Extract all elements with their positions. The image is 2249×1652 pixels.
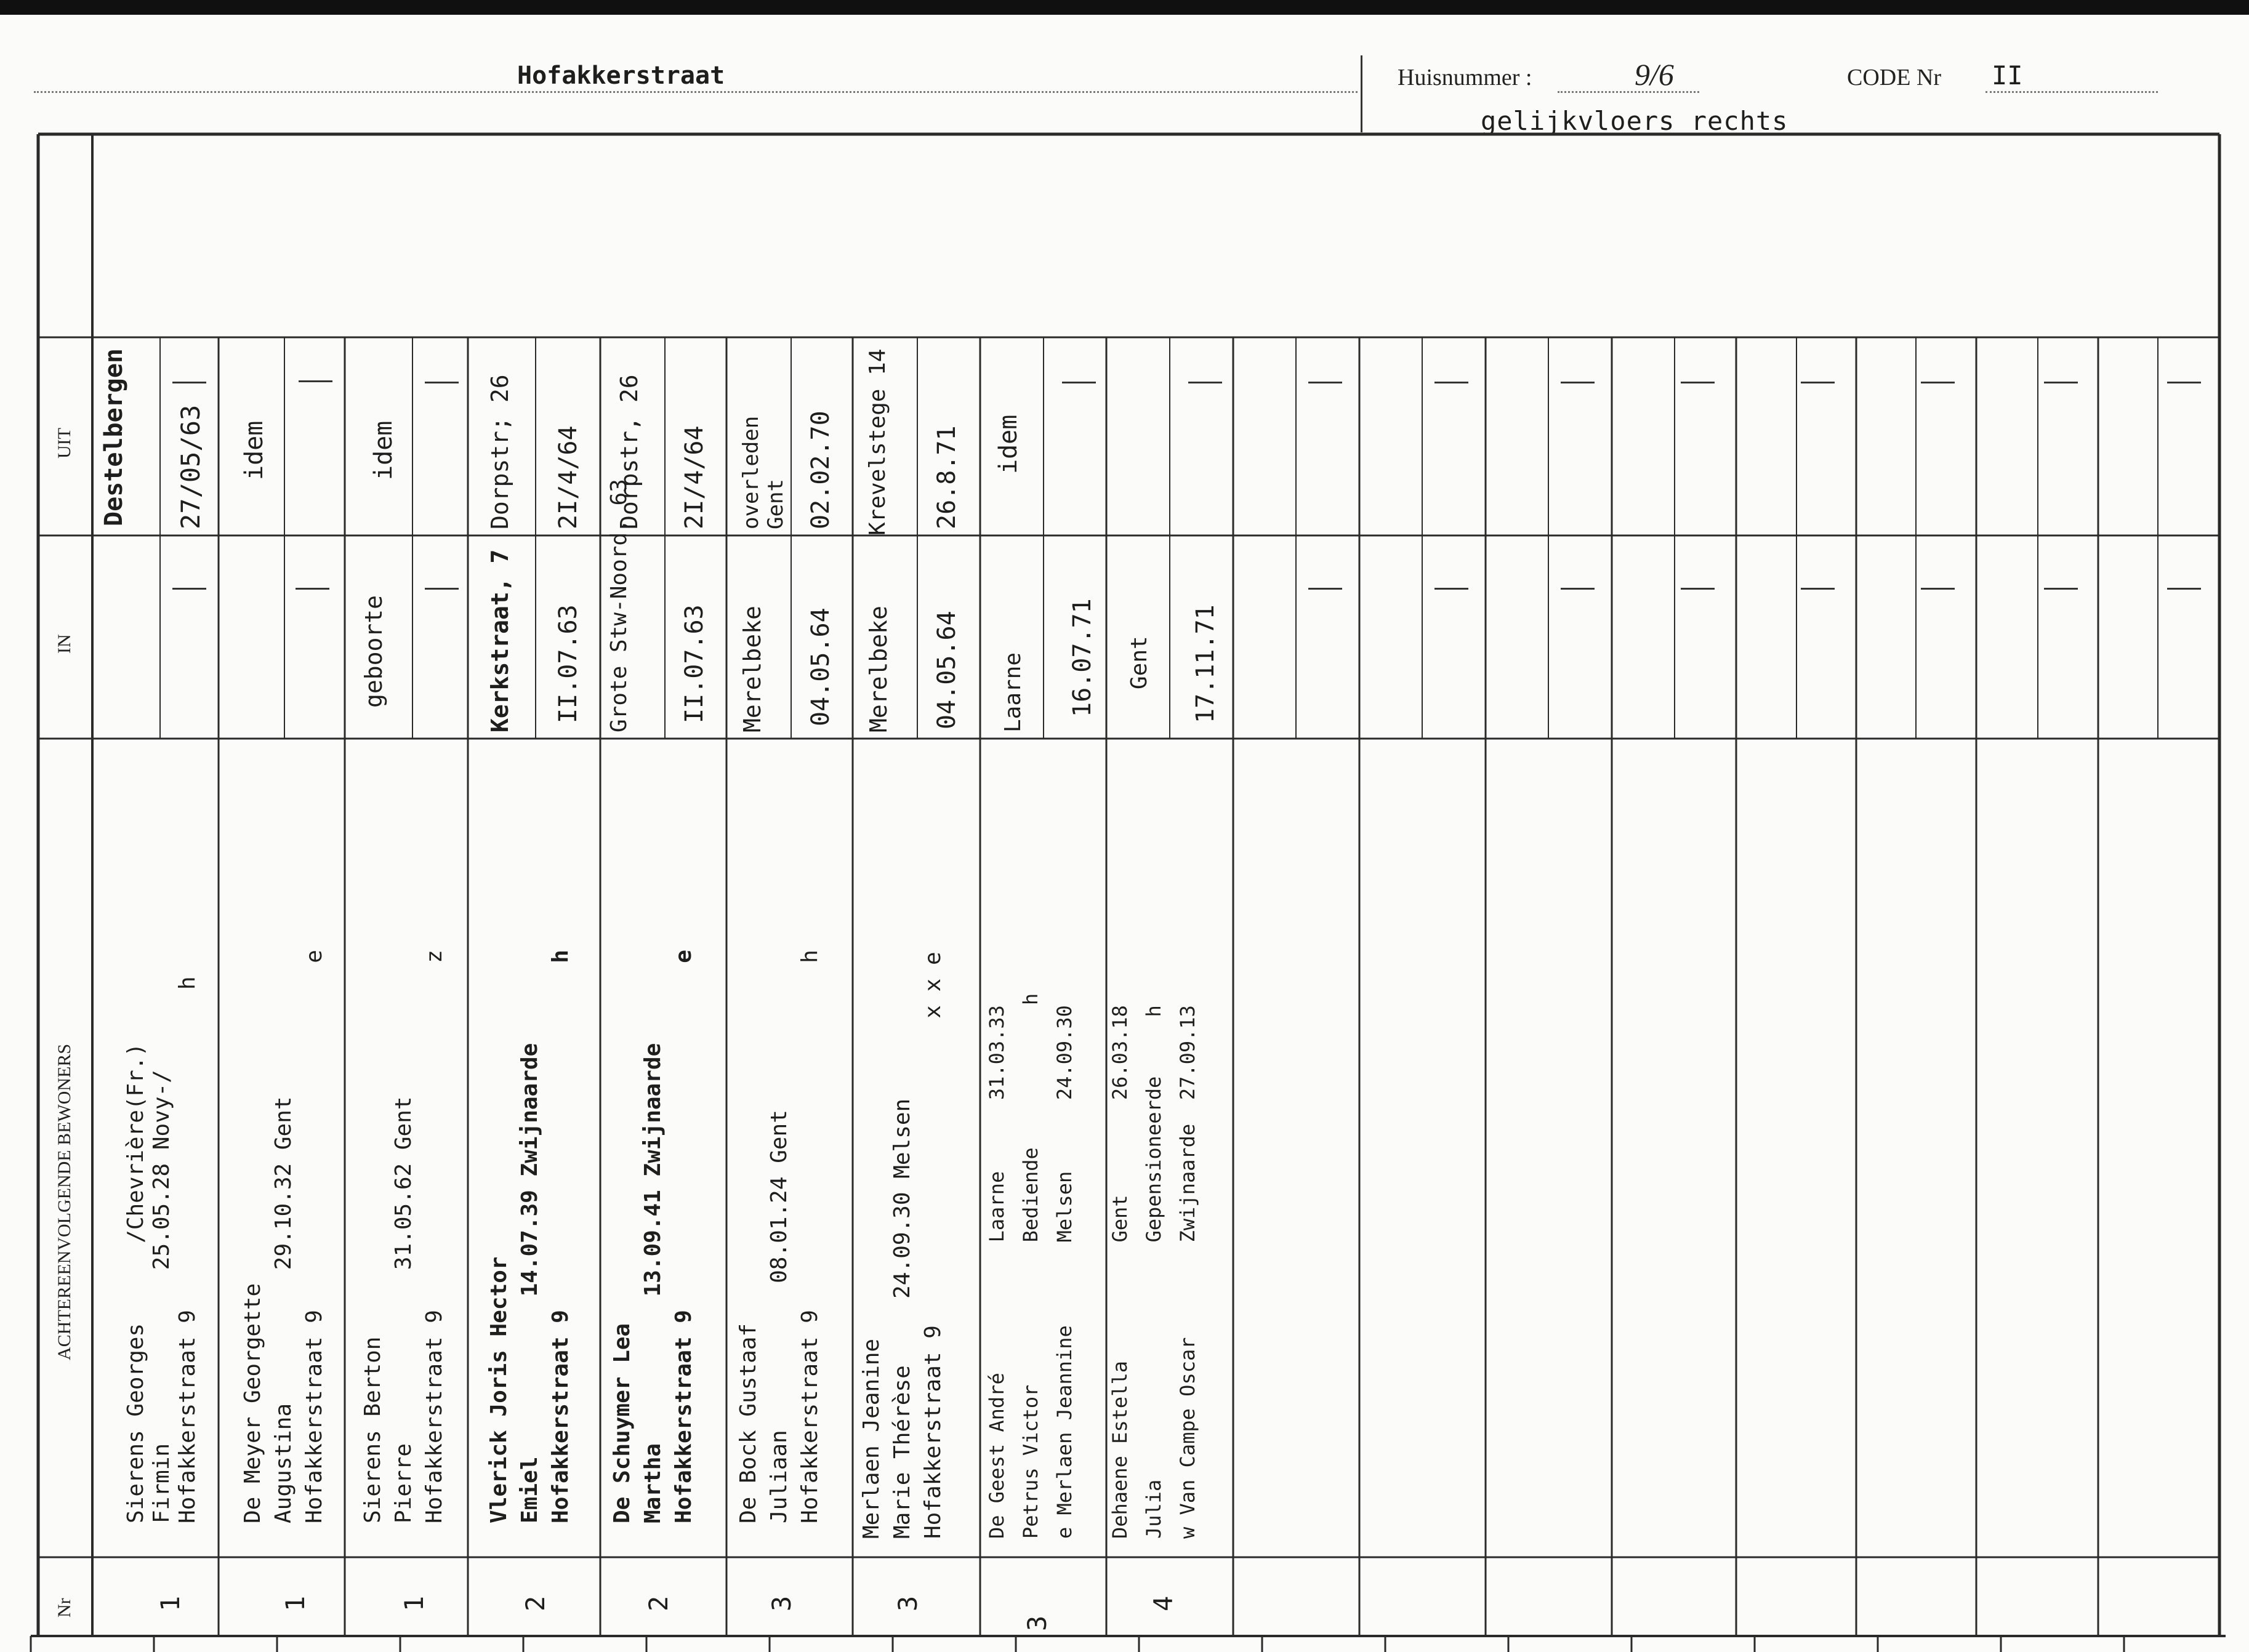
entry-9-in-date: 17.11.71 [1191, 604, 1220, 723]
entry-3-resident-line-1: Sierens Berton [360, 1336, 385, 1523]
house-number-value: 9/6 [1635, 57, 1674, 92]
entry-7-in-date: 04.05.64 [933, 611, 961, 729]
entry-4-resident-line-1: Vlerick Joris Hector [486, 1256, 512, 1523]
entry-8-resident-line-2: Petrus Victor Bediende h [1019, 993, 1042, 1539]
entry-8-in-date: 16.07.71 [1068, 598, 1096, 717]
entry-9-in-place: Gent [1127, 636, 1152, 689]
entry-2-resident-line-2: Augustina 29.10.32 Gent [271, 1096, 296, 1523]
entry-5-resident-line-3: Hofakkerstraat 9 e [671, 950, 696, 1523]
entry-9-resident-line-2: Julia Gepensioneerde h [1142, 1005, 1165, 1539]
column-label-nr: Nr [54, 1598, 74, 1618]
entry-1-resident-line-2: Firmin 25.05.28 Novy-/ [149, 1070, 174, 1523]
empty-dash [1921, 588, 1955, 590]
entry-4-resident-line-2: Emiel 14.07.39 Zwijnaarde [517, 1043, 542, 1523]
code-label: CODE Nr [1847, 65, 1942, 90]
entry-3-resident-line-2: Pierre 31.05.62 Gent [391, 1096, 416, 1523]
entry-8-resident-line-3: e Merlaen Jeannine Melsen 24.09.30 [1053, 1005, 1076, 1539]
entry-3-uit-dash [425, 382, 459, 383]
entry-5-in-date: II.07.63 [680, 604, 709, 723]
column-label-in: IN [54, 634, 74, 654]
entry-2-in-dash-a [296, 588, 329, 590]
entry-4-uit-place: Dorpstr; 26 [486, 374, 513, 529]
entry-7-in-place: Merelbeke [865, 606, 892, 732]
entry-9-resident-line-1: Dehaene Estella Gent 26.03.18 [1108, 1005, 1132, 1539]
empty-dash [1062, 382, 1096, 383]
empty-dash [1681, 382, 1715, 383]
entry-3-uit-place: idem [369, 420, 398, 480]
entry-4-resident-line-3: Hofakkerstraat 9 h [548, 950, 573, 1523]
empty-dash [1188, 382, 1222, 383]
floor-designation: gelijkvloers rechts [1481, 106, 1788, 136]
entry-5-uit-place: Dorpstr, 26 [616, 374, 643, 529]
entry-9-resident-line-3: w Van Campe Oscar Zwijnaarde 27.09.13 [1176, 1005, 1199, 1539]
entry-7-nr: 3 [893, 1595, 923, 1611]
empty-dash [1308, 588, 1342, 590]
entry-3-nr: 1 [399, 1595, 429, 1611]
entry-6-in-date: 04.05.64 [807, 607, 835, 726]
entry-5-in-place: Grote Stw-Noord, 63 [606, 479, 632, 732]
empty-dash [2167, 588, 2201, 590]
empty-dash [1801, 382, 1835, 383]
entry-3-resident-line-3: Hofakkerstraat 9 z [422, 950, 447, 1523]
street-name: Hofakkerstraat [517, 62, 725, 90]
entry-7-resident-line-3: Hofakkerstraat 9 x x e [920, 952, 946, 1539]
entry-2-uit-place: idem [240, 420, 268, 480]
empty-dash [1681, 588, 1715, 590]
entry-9-nr: 4 [1148, 1595, 1178, 1611]
entry-6-nr: 3 [766, 1595, 797, 1611]
entry-4-uit-date: 2I/4/64 [554, 425, 582, 529]
entry-1-nr: 1 [155, 1595, 185, 1611]
entry-8-nr: 3 [1022, 1615, 1052, 1631]
entry-7-uit-place: Krevelstege 14 [865, 348, 890, 535]
column-label-uit: UIT [54, 428, 74, 459]
entry-2-resident-line-3: Hofakkerstraat 9 e [302, 950, 327, 1523]
entry-6-resident-line-3: Hofakkerstraat 9 h [797, 950, 823, 1523]
empty-dash [2044, 588, 2078, 590]
empty-dash [1308, 382, 1342, 383]
entry-5-resident-line-1: De Schuymer Lea [610, 1323, 635, 1523]
entry-6-uit-place: overleden Gent [739, 415, 788, 529]
entry-6-uit-date: 02.02.70 [807, 411, 835, 529]
entry-8-in-place: Laarne [1000, 652, 1026, 732]
entry-2-in-dash-1 [172, 588, 206, 590]
entry-7-resident-line-2: Marie Thérèse 24.09.30 Melsen [890, 1098, 915, 1539]
entry-8-uit-place: idem [994, 414, 1023, 474]
empty-dash [1801, 588, 1835, 590]
entry-1-resident-line-1: Sierens Georges /Chevrière(Fr.) [123, 1043, 148, 1523]
code-value: II [1992, 60, 2023, 90]
entry-5-uit-date: 2I/4/64 [680, 425, 709, 529]
entry-7-uit-date: 26.8.71 [933, 425, 961, 529]
entry-4-in-date: II.07.63 [554, 604, 582, 723]
entry-1-resident-line-3: Hofakkerstraat 9 h [175, 976, 200, 1523]
entry-1-uit-dash [172, 382, 206, 383]
column-label-residents: ACHTEREENVOLGENDE BEWONERS [54, 1043, 74, 1360]
empty-dash [2167, 382, 2201, 383]
empty-dash [1561, 588, 1595, 590]
entry-6-in-place: Merelbeke [739, 606, 766, 732]
entry-8-resident-line-1: De Geest André Laarne 31.03.33 [985, 1005, 1008, 1539]
entry-7-resident-line-1: Merlaen Jeanine [859, 1338, 884, 1539]
entry-6-resident-line-2: Juliaan 08.01.24 Gent [766, 1110, 792, 1523]
entry-4-nr: 2 [520, 1595, 550, 1611]
empty-dash [1434, 588, 1468, 590]
empty-dash [1561, 382, 1595, 383]
entry-5-resident-line-2: Martha 13.09.41 Zwijnaarde [640, 1043, 666, 1523]
entry-5-nr: 2 [643, 1595, 674, 1611]
house-number-label: Huisnummer : [1398, 65, 1532, 90]
entry-3-in-place: geboorte [360, 595, 387, 708]
entry-1-uit-place: Destelbergen [100, 348, 128, 526]
empty-dash [2044, 382, 2078, 383]
entry-1-uit-date: 27/05/63 [175, 404, 206, 529]
entry-6-resident-line-1: De Bock Gustaaf [736, 1323, 761, 1523]
entry-2-uit-dash [299, 380, 332, 382]
entry-2-resident-line-1: De Meyer Georgette [240, 1283, 265, 1523]
entry-4-in-place: Kerkstraat, 7 [486, 549, 513, 732]
empty-dash [1921, 382, 1955, 383]
empty-dash [1434, 382, 1468, 383]
entry-3-in-dash [425, 588, 459, 590]
entry-2-nr: 1 [280, 1595, 310, 1611]
